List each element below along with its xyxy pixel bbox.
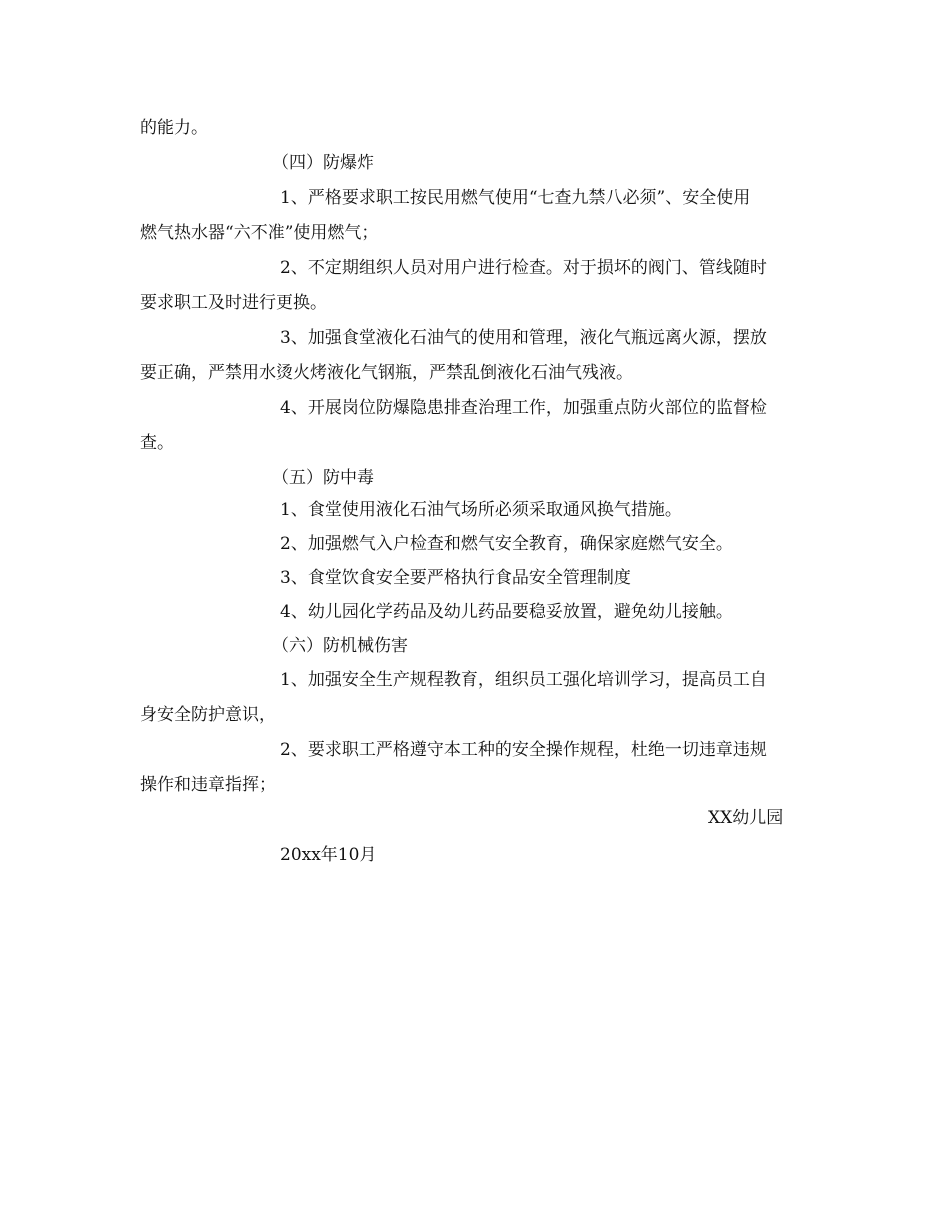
- explosion-item-1-line-2: 燃气热水器“六不准”使用燃气；: [140, 223, 379, 243]
- poisoning-item-1: 1、食堂使用液化石油气场所必须采取通风换气措施。: [280, 500, 682, 520]
- poisoning-item-4: 4、幼儿园化学药品及幼儿药品要稳妥放置，避免幼儿接触。: [280, 602, 733, 622]
- poisoning-item-2: 2、加强燃气入户检查和燃气安全教育，确保家庭燃气安全。: [280, 534, 733, 554]
- section-heading-poisoning: （五）防中毒: [272, 468, 374, 488]
- explosion-item-4-line-2: 查。: [140, 433, 174, 453]
- section-heading-explosion: （四）防爆炸: [272, 153, 374, 173]
- explosion-item-2-line-2: 要求职工及时进行更换。: [140, 293, 327, 313]
- explosion-item-2-line-1: 2、不定期组织人员对用户进行检查。对于损坏的阀门、管线随时: [280, 258, 767, 278]
- mechanical-item-1-line-1: 1、加强安全生产规程教育，组织员工强化培训学习，提高员工自: [280, 670, 767, 690]
- section-heading-mechanical: （六）防机械伤害: [272, 636, 408, 656]
- explosion-item-3-line-2: 要正确，严禁用水烫火烤液化气钢瓶，严禁乱倒液化石油气残液。: [140, 363, 633, 383]
- explosion-item-1-line-1: 1、严格要求职工按民用燃气使用“七查九禁八必须”、安全使用: [280, 188, 751, 208]
- explosion-item-4-line-1: 4、开展岗位防爆隐患排查治理工作，加强重点防火部位的监督检: [280, 398, 767, 418]
- signature-organization: XX幼儿园: [708, 808, 784, 828]
- mechanical-item-2-line-1: 2、要求职工严格遵守本工种的安全操作规程，杜绝一切违章违规: [280, 740, 767, 760]
- mechanical-item-1-line-2: 身安全防护意识，: [140, 705, 276, 725]
- poisoning-item-3: 3、食堂饮食安全要严格执行食品安全管理制度: [280, 568, 631, 588]
- mechanical-item-2-line-2: 操作和违章指挥；: [140, 775, 276, 795]
- paragraph-continuation-line: 的能力。: [140, 118, 208, 138]
- explosion-item-3-line-1: 3、加强食堂液化石油气的使用和管理，液化气瓶远离火源，摆放: [280, 328, 767, 348]
- signature-date: 20xx年10月: [280, 845, 377, 865]
